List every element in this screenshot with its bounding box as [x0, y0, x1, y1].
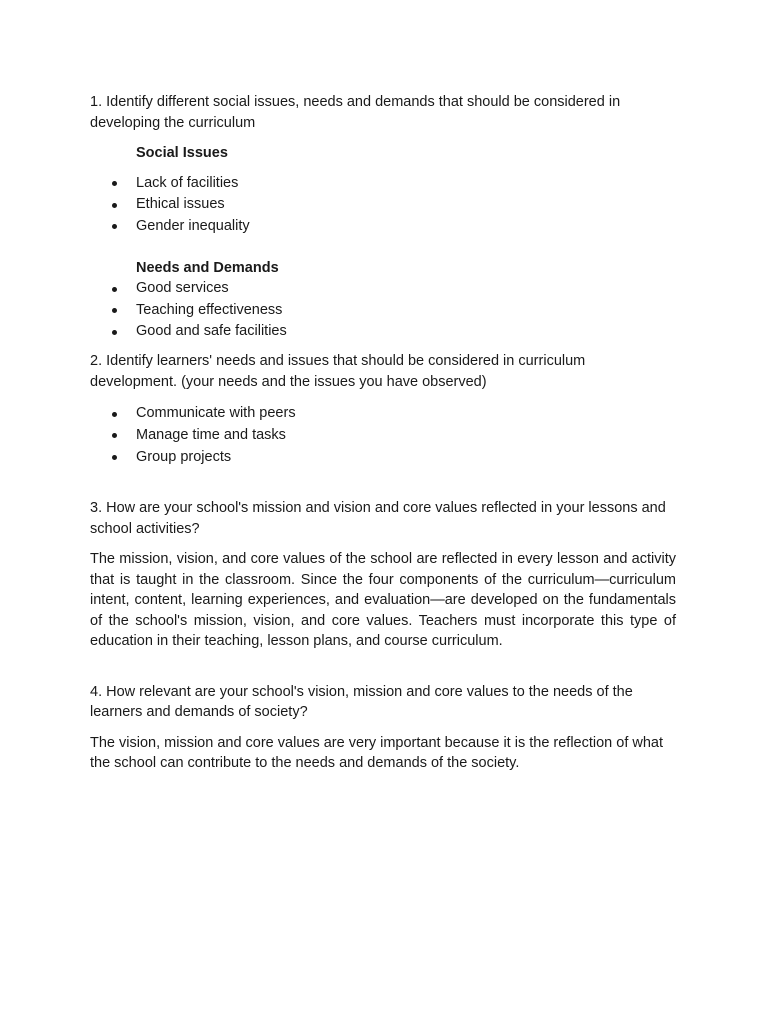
learner-needs-list	[90, 403, 676, 468]
bullet-icon	[112, 455, 117, 460]
list-item: Gender inequality	[90, 216, 676, 238]
bullet-icon	[112, 308, 117, 313]
social-issues-list	[90, 173, 676, 238]
answer-4: The vision, mission and core values are very important because it is the reflection of what the school can contribute to the needs and demands of the society.	[90, 734, 664, 772]
list-item: Good services	[90, 278, 676, 300]
question-4: 4. How relevant are your school's vision, mission and core values to the needs of the learners and demands of society?	[90, 683, 633, 721]
bullet-icon	[112, 330, 117, 335]
bullet-icon	[112, 203, 117, 208]
list-item: Teaching effectiveness	[90, 300, 676, 322]
bullet-icon	[112, 224, 117, 229]
social-issues-heading: Social Issues	[136, 145, 228, 161]
list-item: Ethical issues	[90, 194, 676, 216]
list-item: Manage time and tasks	[90, 425, 676, 447]
bullet-icon	[112, 433, 117, 438]
bullet-icon	[112, 181, 117, 186]
list-item: Group projects	[90, 447, 676, 469]
answer-3: The mission, vision, and core values of the school are reflected in every lesson and activity that is taught in the classroom. Since the four components of the curriculum—curriculum intent, content, learning experiences, and evaluation—are developed on the fundamentals of the school's mission, vision, and core values. Teachers must incorporate this type of education in their teaching, lesson plans, and course curriculum.	[90, 551, 676, 650]
needs-demands-list	[90, 278, 676, 343]
needs-demands-heading: Needs and Demands	[136, 259, 279, 276]
question-1: 1. Identify different social issues, needs and demands that should be considered in developing the curriculum	[90, 94, 621, 131]
document-page	[90, 92, 676, 774]
bullet-icon	[112, 412, 117, 417]
list-item: Communicate with peers	[90, 403, 676, 425]
list-item: Good and safe facilities	[90, 321, 676, 343]
question-2: 2. Identify learners' needs and issues that should be considered in curriculum development. (your needs and the issues you have observed)	[90, 353, 586, 390]
bullet-icon	[112, 287, 117, 292]
question-3: 3. How are your school's mission and vision and core values reflected in your lessons and school activities?	[90, 500, 666, 537]
list-item: Lack of facilities	[90, 173, 676, 195]
